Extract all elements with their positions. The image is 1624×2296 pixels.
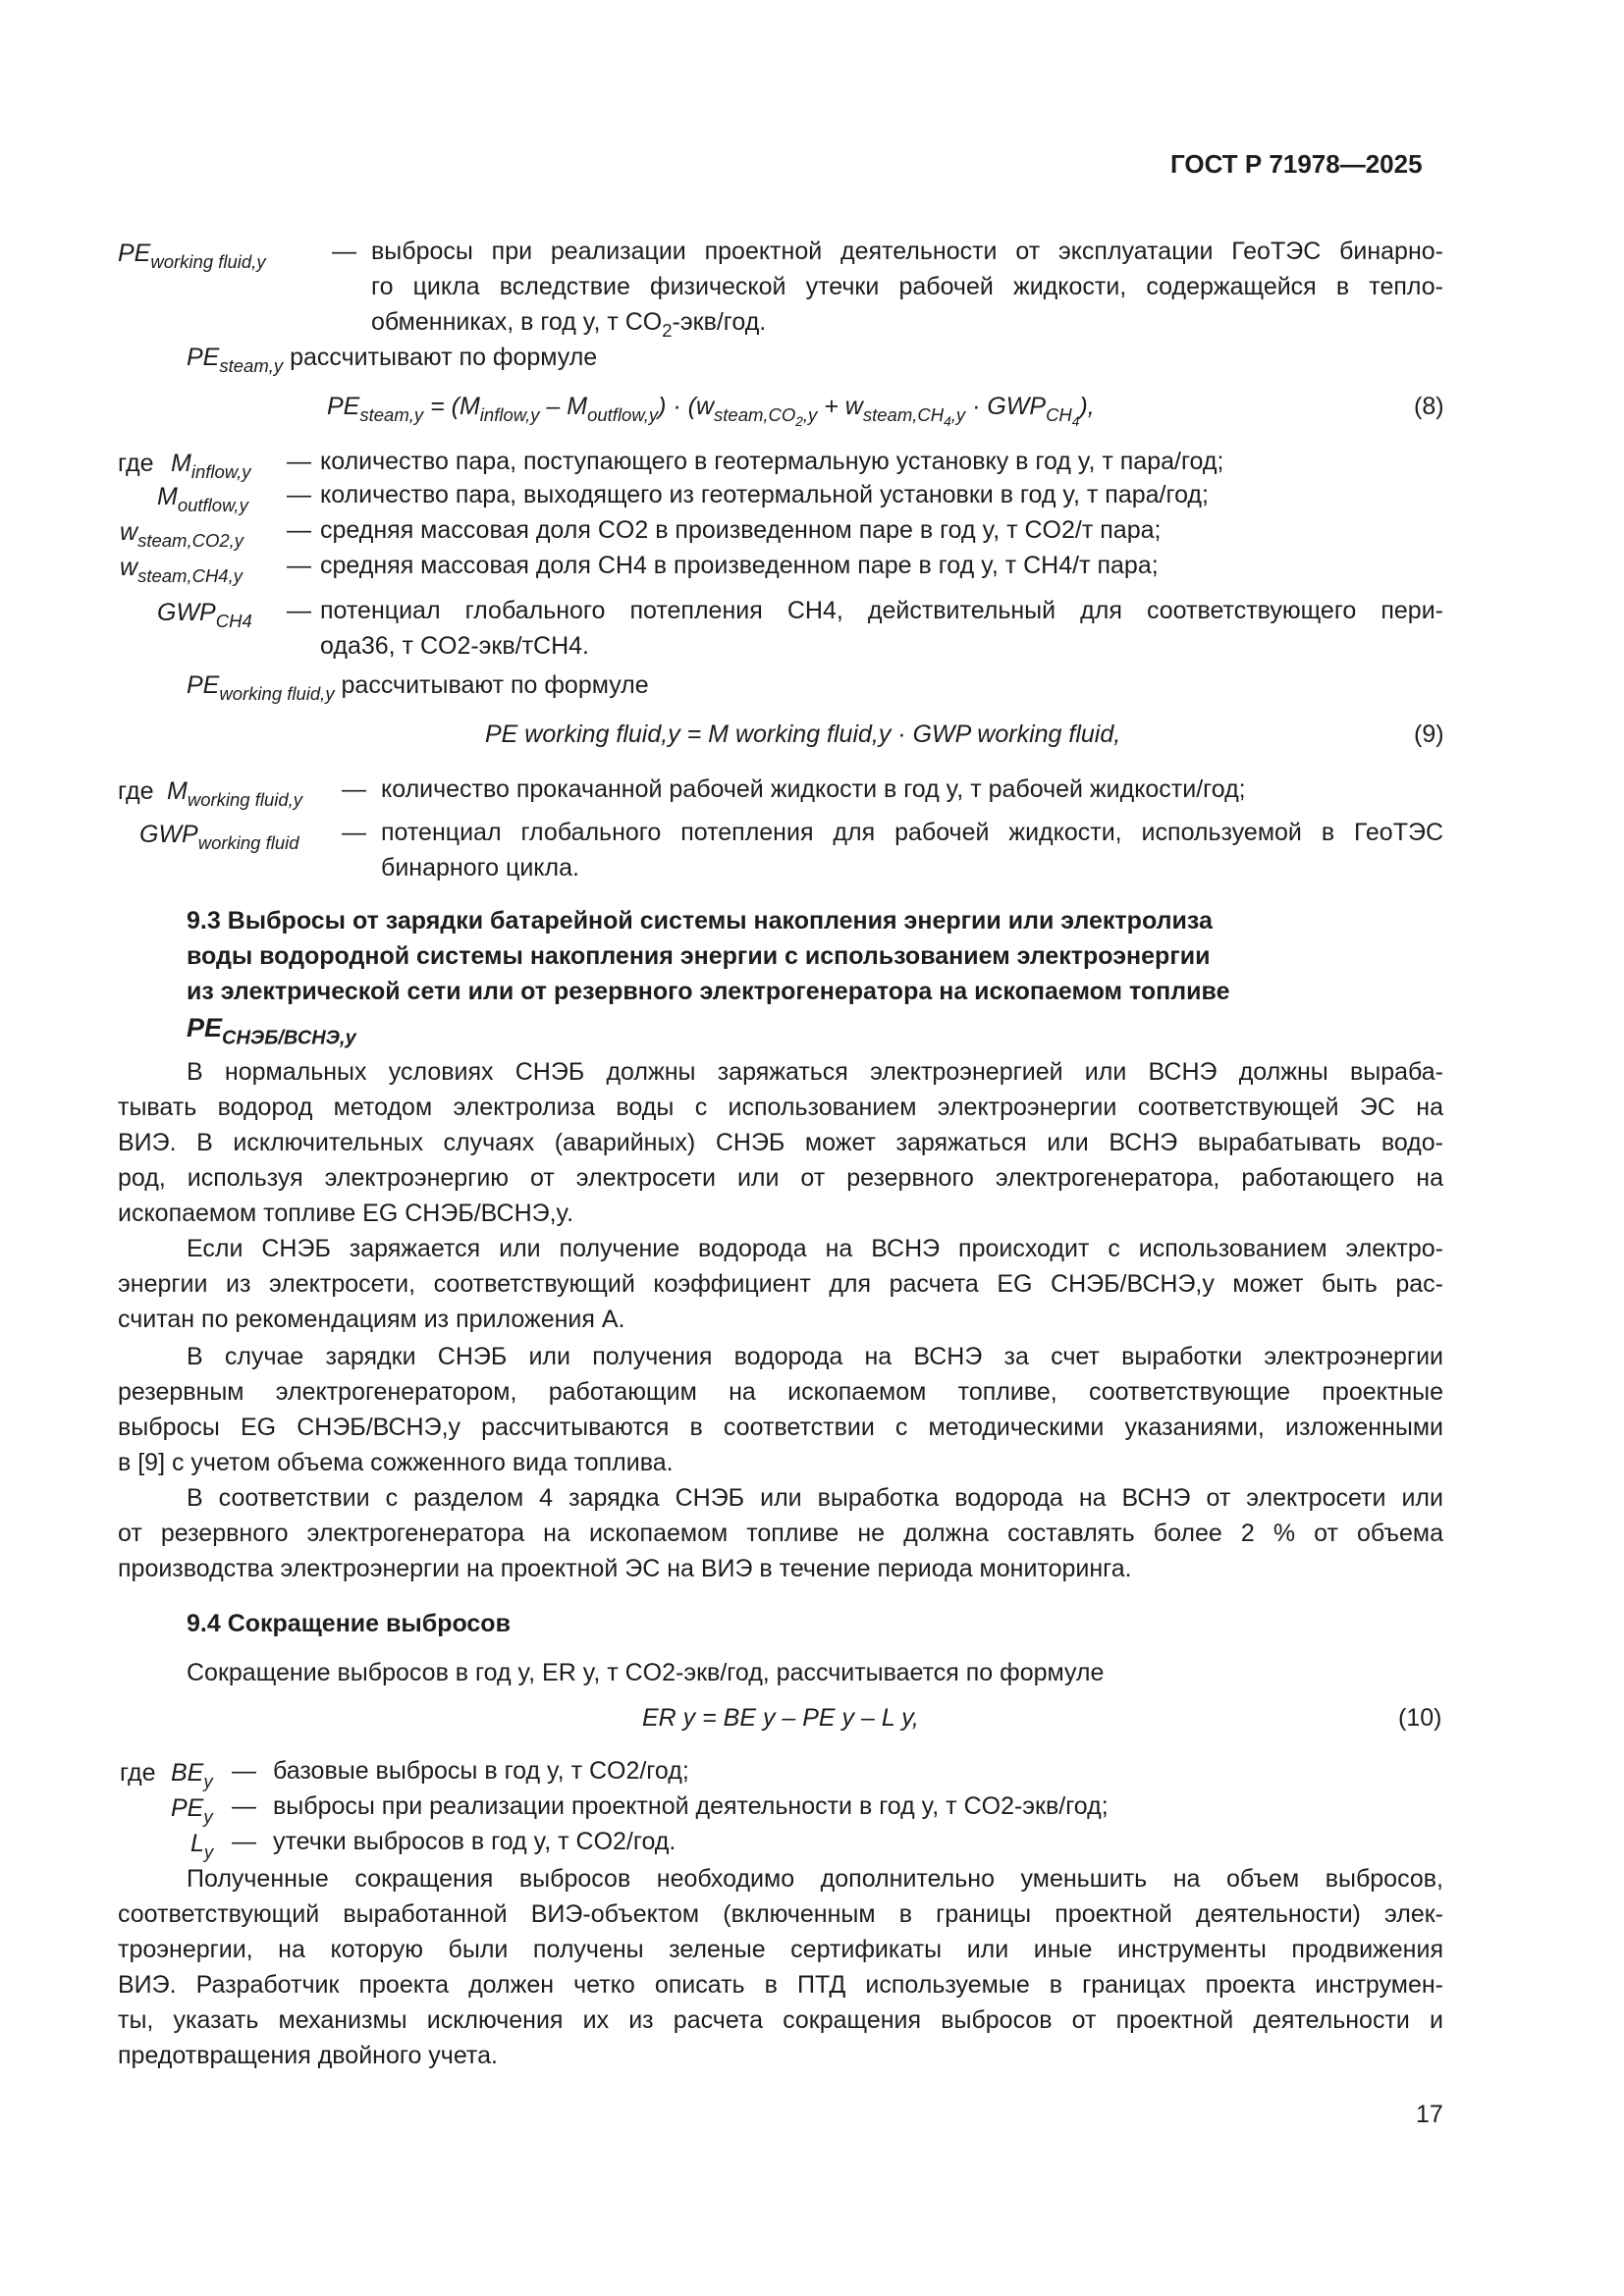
paragraph-line: производства электроэнергии на проектной ЭС на ВИЭ в течение периода мониторинга. <box>118 1555 1132 1582</box>
paragraph-line: В случае зарядки СНЭБ или получения водорода на ВСНЭ за счет выработки электроэнергии <box>187 1343 1443 1370</box>
dash: — <box>287 552 311 579</box>
symbol-m-working-fluid: $M_{working fluid,y}$ <box>167 777 303 811</box>
def-gwp-ch4-2: ода36, т CO2-экв/тCH4. <box>320 632 589 660</box>
def-w-ch4: средняя массовая доля CH4 в произведенном паре в год y, т CH4/т пара; <box>320 552 1159 579</box>
def-be-y: базовые выбросы в год y, т CO2/год; <box>273 1757 689 1785</box>
dash: — <box>342 775 366 803</box>
paragraph-line: ты, указать механизмы исключения их из расчета сокращения выбросов от проектной деятельности и <box>118 2006 1443 2034</box>
def-l-y: утечки выбросов в год y, т CO2/год. <box>273 1828 677 1855</box>
dash: — <box>287 597 311 624</box>
where-label: где <box>118 450 154 477</box>
dash: — <box>342 819 366 846</box>
paragraph-line: предотвращения двойного учета. <box>118 2042 498 2069</box>
section-9-3-title-symbol: $PE_{СНЭБ/ВСНЭ,y}$ <box>187 1013 356 1049</box>
dash: — <box>232 1757 256 1785</box>
formula-9-number: (9) <box>1414 721 1444 748</box>
formula-8-intro: $PE_{steam,y}$ рассчитывают по формуле <box>187 344 598 377</box>
def-gwp-ch4-1: потенциал глобального потепления CH4, действительный для соответствующего пери- <box>320 597 1443 624</box>
section-9-4-intro: Сокращение выбросов в год y, ER y, т CO2-экв/год, рассчитывается по формуле <box>187 1659 1105 1686</box>
symbol-gwp-ch4: $GWP_{CH4}$ <box>157 599 252 632</box>
paragraph-line: В соответствии с разделом 4 зарядка СНЭБ или выработка водорода на ВСНЭ от электросети или <box>187 1484 1443 1512</box>
paragraph-line: тывать водород методом электролиза воды с использованием электроэнергии соответствующей ЭС на <box>118 1094 1443 1121</box>
paragraph-line: В нормальных условиях СНЭБ должны заряжаться электроэнергией или ВСНЭ должны выраба- <box>187 1058 1443 1086</box>
section-9-4-title: 9.4 Сокращение выбросов <box>187 1610 511 1637</box>
def-m-inflow: количество пара, поступающего в геотермальную установку в год y, т пара/год; <box>320 448 1224 475</box>
def-gwp-working-fluid-2: бинарного цикла. <box>381 854 579 881</box>
where-label: где <box>118 777 154 805</box>
def-pe-y: выбросы при реализации проектной деятельности в год y, т CO2-экв/год; <box>273 1792 1109 1820</box>
paragraph-line: Полученные сокращения выбросов необходимо дополнительно уменьшить на объем выбросов, <box>187 1865 1443 1893</box>
section-9-3-title-1: 9.3 Выбросы от зарядки батарейной системы накопления энергии или электролиза <box>187 907 1213 934</box>
symbol-pe-working-fluid: $PE_{working fluid,y}$ <box>118 240 266 273</box>
def-w-co2: средняя массовая доля CO2 в произведенном паре в год y, т CO2/т пара; <box>320 516 1162 544</box>
symbol-w-ch4: $w_{steam,CH4,y}$ <box>120 554 243 587</box>
def-gwp-working-fluid-1: потенциал глобального потепления для рабочей жидкости, используемой в ГеоТЭС <box>381 819 1443 846</box>
paragraph-line: резервным электрогенератором, работающим на ископаемом топливе, соответствующие проектные <box>118 1378 1443 1406</box>
formula-10: ER y = BE y – PE y – L y, <box>642 1704 919 1732</box>
paragraph-line: Если СНЭБ заряжается или получение водорода на ВСНЭ происходит с использованием электро- <box>187 1235 1443 1262</box>
paragraph-line: род, используя электроэнергию от электросети или от резервного электрогенератора, работающего на <box>118 1164 1443 1192</box>
section-9-3-title-2: воды водородной системы накопления энергии с использованием электроэнергии <box>187 942 1211 970</box>
symbol-w-co2: $w_{steam,CO2,y}$ <box>120 518 244 552</box>
paragraph-line: энергии из электросети, соответствующий коэффициент для расчета EG СНЭБ/ВСНЭ,y может быть рас- <box>118 1270 1443 1298</box>
symbol-l-y: $L_y$ <box>190 1830 214 1863</box>
paragraph-line: от резервного электрогенератора на ископаемом топливе не должна составлять более 2 % от объема <box>118 1520 1443 1547</box>
def-m-working-fluid: количество прокачанной рабочей жидкости в год y, т рабочей жидкости/год; <box>381 775 1246 803</box>
paragraph-line: выбросы EG СНЭБ/ВСНЭ,y рассчитываются в соответствии с методическими указаниями, изложенными <box>118 1414 1443 1441</box>
def-line-1: выбросы при реализации проектной деятельности от эксплуатации ГеоТЭС бинарно- <box>371 238 1443 265</box>
dash: — <box>287 481 311 508</box>
paragraph-line: ВИЭ. В исключительных случаях (аварийных) СНЭБ может заряжаться или ВСНЭ вырабатывать водо- <box>118 1129 1443 1156</box>
symbol-m-outflow: $M_{outflow,y}$ <box>157 483 248 516</box>
paragraph-line: в [9] с учетом объема сожженного вида топлива. <box>118 1449 674 1476</box>
formula-9-intro: $PE_{working fluid,y}$ рассчитывают по формуле <box>187 671 649 705</box>
def-line-3: обменниках, в год y, т $CO_2-экв$/год. <box>371 308 767 342</box>
section-9-3-title-3: из электрической сети или от резервного электрогенератора на ископаемом топливе <box>187 978 1230 1005</box>
symbol-gwp-working-fluid: $GWP_{working fluid}$ <box>139 821 299 854</box>
dash: — <box>287 448 311 475</box>
paragraph-line: троэнергии, на которую были получены зеленые сертификаты или иные инструменты продвижения <box>118 1936 1443 1963</box>
def-m-outflow: количество пара, выходящего из геотермальной установки в год y, т пара/год; <box>320 481 1209 508</box>
formula-8-number: (8) <box>1414 393 1444 420</box>
symbol-pe-y: $PE_y$ <box>171 1794 213 1828</box>
dash: — <box>332 238 356 265</box>
dash: — <box>232 1792 256 1820</box>
document-id: ГОСТ Р 71978—2025 <box>1170 149 1423 179</box>
paragraph-line: соответствующий выработанной ВИЭ-объектом (включенным в границы проектной деятельности) элек- <box>118 1900 1443 1928</box>
formula-10-number: (10) <box>1398 1704 1442 1732</box>
paragraph-line: ископаемом топливе EG СНЭБ/ВСНЭ,y. <box>118 1200 574 1227</box>
formula-9: PE working fluid,y = M working fluid,y · GWP working fluid, <box>485 721 1121 748</box>
formula-8: $PE_{steam,y} = (M_{inflow,y} - M_{outflow,y}) \cdot (w_{steam,CO_2,y} + w_{steam,CH_4,y} \cdot GWP_{CH_4})$, <box>327 393 1095 430</box>
where-label: где <box>120 1759 156 1787</box>
symbol-m-inflow: $M_{inflow,y}$ <box>171 450 251 483</box>
def-line-2: го цикла вследствие физической утечки рабочей жидкости, содержащейся в тепло- <box>371 273 1443 300</box>
dash: — <box>232 1828 256 1855</box>
dash: — <box>287 516 311 544</box>
paragraph-line: считан по рекомендациям из приложения А. <box>118 1306 625 1333</box>
page-number: 17 <box>1416 2101 1443 2128</box>
symbol-be-y: $BE_y$ <box>171 1759 213 1792</box>
paragraph-line: ВИЭ. Разработчик проекта должен четко описать в ПТД используемые в границах проекта инструмен- <box>118 1971 1443 1999</box>
